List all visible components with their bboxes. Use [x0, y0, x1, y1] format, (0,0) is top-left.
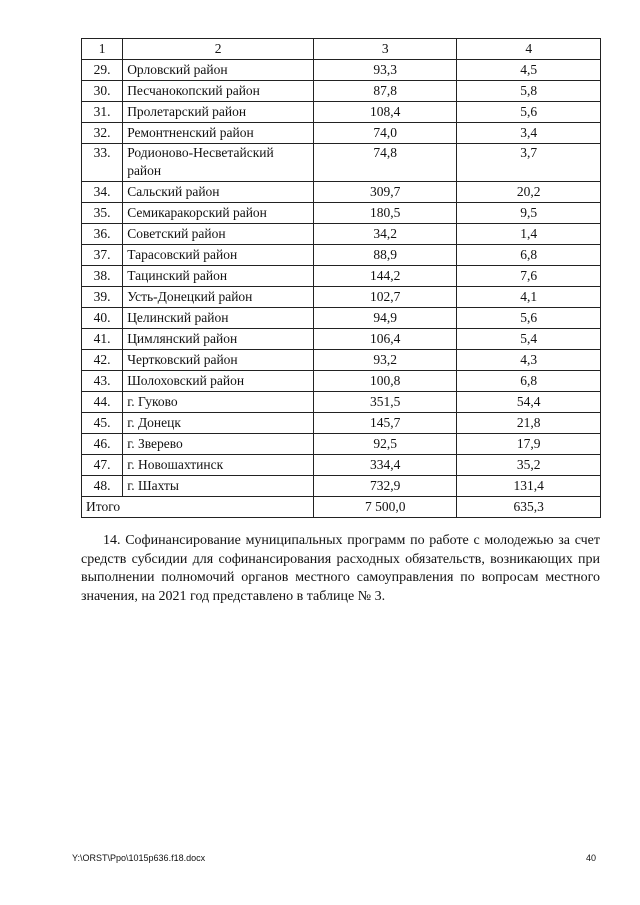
footer-page-number: 40	[585, 853, 596, 863]
total-value-2: 635,3	[457, 497, 601, 518]
footer-file-path: Y:\ORST\Ppo\1015p636.f18.docx	[72, 853, 206, 863]
row-number-cell: 48.	[82, 476, 123, 497]
row-value-1-cell: 309,7	[313, 182, 457, 203]
row-value-2-cell: 35,2	[457, 455, 601, 476]
row-value-2-cell: 4,1	[457, 287, 601, 308]
row-number-cell: 45.	[82, 413, 123, 434]
total-value-1: 7 500,0	[313, 497, 457, 518]
paragraph-14	[81, 532, 600, 606]
row-value-1-cell: 94,9	[313, 308, 457, 329]
table-row	[82, 123, 601, 144]
row-value-1-cell: 144,2	[313, 266, 457, 287]
row-number-cell: 30.	[82, 81, 123, 102]
table-row	[82, 182, 601, 203]
row-value-1-cell: 88,9	[313, 245, 457, 266]
row-value-2-cell: 5,8	[457, 81, 601, 102]
row-value-2-cell: 4,3	[457, 350, 601, 371]
row-name-cell: Семикаракорский район	[123, 203, 314, 224]
row-name-cell: г. Новошахтинск	[123, 455, 314, 476]
row-value-1-cell: 87,8	[313, 81, 457, 102]
row-value-2-cell: 17,9	[457, 434, 601, 455]
total-label: Итого	[82, 497, 314, 518]
row-number-cell: 39.	[82, 287, 123, 308]
row-value-2-cell: 20,2	[457, 182, 601, 203]
row-value-2-cell: 6,8	[457, 371, 601, 392]
row-value-1-cell: 145,7	[313, 413, 457, 434]
row-value-1-cell: 34,2	[313, 224, 457, 245]
table-header-row	[82, 39, 601, 60]
table-total-row	[82, 497, 601, 518]
row-value-2-cell: 131,4	[457, 476, 601, 497]
row-value-1-cell: 351,5	[313, 392, 457, 413]
table-row	[82, 102, 601, 123]
table-row	[82, 392, 601, 413]
row-value-2-cell: 9,5	[457, 203, 601, 224]
row-name-cell: Родионово-Несветайский район	[123, 144, 314, 182]
row-number-cell: 38.	[82, 266, 123, 287]
row-name-cell: Песчанокопский район	[123, 81, 314, 102]
row-number-cell: 43.	[82, 371, 123, 392]
row-number-cell: 42.	[82, 350, 123, 371]
row-name-cell: г. Шахты	[123, 476, 314, 497]
row-name-cell: Тарасовский район	[123, 245, 314, 266]
row-number-cell: 37.	[82, 245, 123, 266]
row-value-1-cell: 100,8	[313, 371, 457, 392]
row-name-cell: Целинский район	[123, 308, 314, 329]
row-number-cell: 31.	[82, 102, 123, 123]
table-row	[82, 371, 601, 392]
row-number-cell: 40.	[82, 308, 123, 329]
row-value-1-cell: 74,8	[313, 144, 457, 182]
row-value-2-cell: 7,6	[457, 266, 601, 287]
paragraph-text: 14. Софинансирование муниципальных программ по работе с молодежью за счет средств субсидии для софинансирования расходных обязательств, возникающих при выполнении полномочий органов местного самоуправления по вопросам местного значения, на 2021 год представлено в таблице № 3.	[81, 533, 600, 604]
row-name-cell: Тацинский район	[123, 266, 314, 287]
row-number-cell: 46.	[82, 434, 123, 455]
row-name-cell: Сальский район	[123, 182, 314, 203]
row-number-cell: 36.	[82, 224, 123, 245]
row-number-cell: 32.	[82, 123, 123, 144]
row-number-cell: 29.	[82, 60, 123, 81]
row-value-2-cell: 1,4	[457, 224, 601, 245]
header-cell-1: 1	[82, 39, 123, 60]
table-row	[82, 144, 601, 182]
row-value-1-cell: 180,5	[313, 203, 457, 224]
table-row	[82, 350, 601, 371]
row-name-cell: Пролетарский район	[123, 102, 314, 123]
table-row	[82, 245, 601, 266]
row-number-cell: 34.	[82, 182, 123, 203]
row-number-cell: 47.	[82, 455, 123, 476]
row-value-2-cell: 5,6	[457, 308, 601, 329]
table-row	[82, 266, 601, 287]
table-row	[82, 224, 601, 245]
row-name-cell: Цимлянский район	[123, 329, 314, 350]
row-value-2-cell: 6,8	[457, 245, 601, 266]
data-table	[81, 38, 601, 518]
header-cell-3: 3	[313, 39, 457, 60]
row-number-cell: 33.	[82, 144, 123, 182]
row-value-1-cell: 93,2	[313, 350, 457, 371]
row-value-2-cell: 3,7	[457, 144, 601, 182]
row-name-cell: г. Донецк	[123, 413, 314, 434]
table-row	[82, 287, 601, 308]
header-cell-4: 4	[457, 39, 601, 60]
row-name-cell: г. Гуково	[123, 392, 314, 413]
table-row	[82, 308, 601, 329]
row-name-cell: Советский район	[123, 224, 314, 245]
row-value-1-cell: 334,4	[313, 455, 457, 476]
row-value-1-cell: 102,7	[313, 287, 457, 308]
row-value-1-cell: 74,0	[313, 123, 457, 144]
table-row	[82, 81, 601, 102]
row-value-1-cell: 108,4	[313, 102, 457, 123]
table-row	[82, 455, 601, 476]
table-row	[82, 60, 601, 81]
row-number-cell: 41.	[82, 329, 123, 350]
row-value-2-cell: 5,4	[457, 329, 601, 350]
row-value-1-cell: 106,4	[313, 329, 457, 350]
row-number-cell: 35.	[82, 203, 123, 224]
row-value-2-cell: 3,4	[457, 123, 601, 144]
table-row	[82, 413, 601, 434]
row-value-2-cell: 54,4	[457, 392, 601, 413]
row-value-2-cell: 5,6	[457, 102, 601, 123]
row-name-cell: Чертковский район	[123, 350, 314, 371]
row-name-cell: Ремонтненский район	[123, 123, 314, 144]
row-value-1-cell: 92,5	[313, 434, 457, 455]
row-number-cell: 44.	[82, 392, 123, 413]
row-name-cell: г. Зверево	[123, 434, 314, 455]
row-value-2-cell: 4,5	[457, 60, 601, 81]
row-value-1-cell: 93,3	[313, 60, 457, 81]
row-name-cell: Орловский район	[123, 60, 314, 81]
table-row	[82, 203, 601, 224]
table-row	[82, 476, 601, 497]
row-value-2-cell: 21,8	[457, 413, 601, 434]
table-row	[82, 434, 601, 455]
row-name-cell: Усть-Донецкий район	[123, 287, 314, 308]
row-name-cell: Шолоховский район	[123, 371, 314, 392]
row-value-1-cell: 732,9	[313, 476, 457, 497]
table-row	[82, 329, 601, 350]
header-cell-2: 2	[123, 39, 314, 60]
